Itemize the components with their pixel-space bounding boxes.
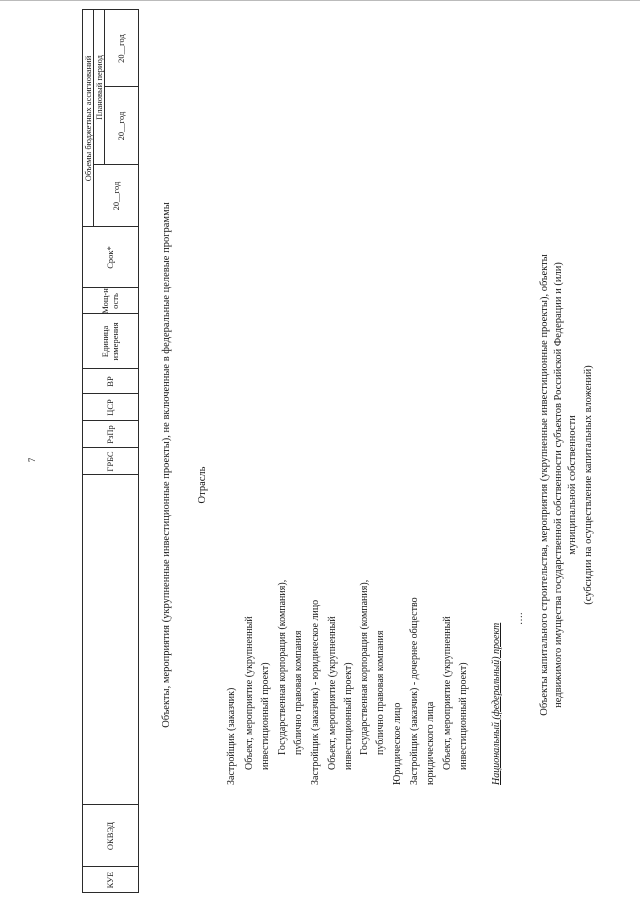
row-legal-entity: Юридическое лицо: [392, 702, 403, 785]
row-object-3a: Объект, мероприятие (укрупненный: [442, 616, 453, 770]
row-object-3b: инвестиционный проект): [458, 662, 469, 770]
row-state-corp-2b: публично правовая компания: [375, 630, 386, 755]
header-rzpr: РзПр: [105, 425, 115, 444]
row-object-2b: инвестиционный проект): [343, 662, 354, 770]
row-developer: Застройщик (заказчик): [226, 687, 237, 785]
row-developer-legal: Застройщик (заказчик) - юридическое лицо: [310, 599, 321, 785]
table-bottom-border: [138, 9, 139, 893]
row-object-1b: инвестиционный проект): [260, 662, 271, 770]
industry-label: Отрасль: [197, 466, 208, 504]
row-developer-subsidiary-a: Застройщик (заказчик) - дочернее общество: [409, 597, 420, 785]
page-number: 7: [27, 457, 37, 463]
header-year2: 20__год: [116, 34, 126, 63]
header-capacity: Мощ-ность: [100, 288, 120, 314]
header-year0: 20__год: [110, 181, 121, 211]
row-object-1a: Объект, мероприятие (укрупненный: [244, 616, 255, 770]
capital-title-line-1: Объекты капитального строительства, мероприятия (укрупненные инвестиционные проекты), объекты: [539, 254, 550, 716]
header-vr: ВР: [105, 376, 115, 387]
header-grbs: ГРБС: [105, 451, 115, 472]
header-unit: Единица измерения: [100, 322, 120, 361]
header-year1: 20__год: [116, 111, 126, 141]
row-state-corp-2a: Государственная корпорация (компания),: [359, 579, 370, 755]
header-planned: Плановый период: [93, 55, 104, 120]
capital-title-line-2: недвижимого имущества государственной собственности субъектов Российской Федерации и (или): [553, 262, 564, 708]
ellipsis: ….: [514, 612, 525, 625]
row-state-corp-1b: публично правовая компания: [293, 630, 304, 755]
row-developer-subsidiary-b: юридического лица: [425, 701, 436, 785]
header-okved: ОКВЭД: [105, 821, 115, 851]
capital-title-line-3: муниципальной собственности: [567, 415, 578, 555]
row-object-2a: Объект, мероприятие (укрупненный: [327, 616, 338, 770]
capital-title-line-4: (субсидии на осуществление капитальных вложений): [583, 365, 594, 605]
header-volumes: Объемы бюджетных ассигнований: [82, 55, 93, 182]
header-csr: ЦСР: [105, 399, 115, 416]
header-kue: КУЕ: [105, 871, 115, 889]
header-term: Срок*: [105, 246, 115, 269]
row-state-corp-1a: Государственная корпорация (компания),: [277, 579, 288, 755]
not-in-programs-title: Объекты, мероприятия (укрупненные инвестиционные проекты), не включенные в федеральные целевые программы: [161, 202, 172, 728]
national-project-label: Национальный (федеральный) проект: [491, 622, 502, 785]
